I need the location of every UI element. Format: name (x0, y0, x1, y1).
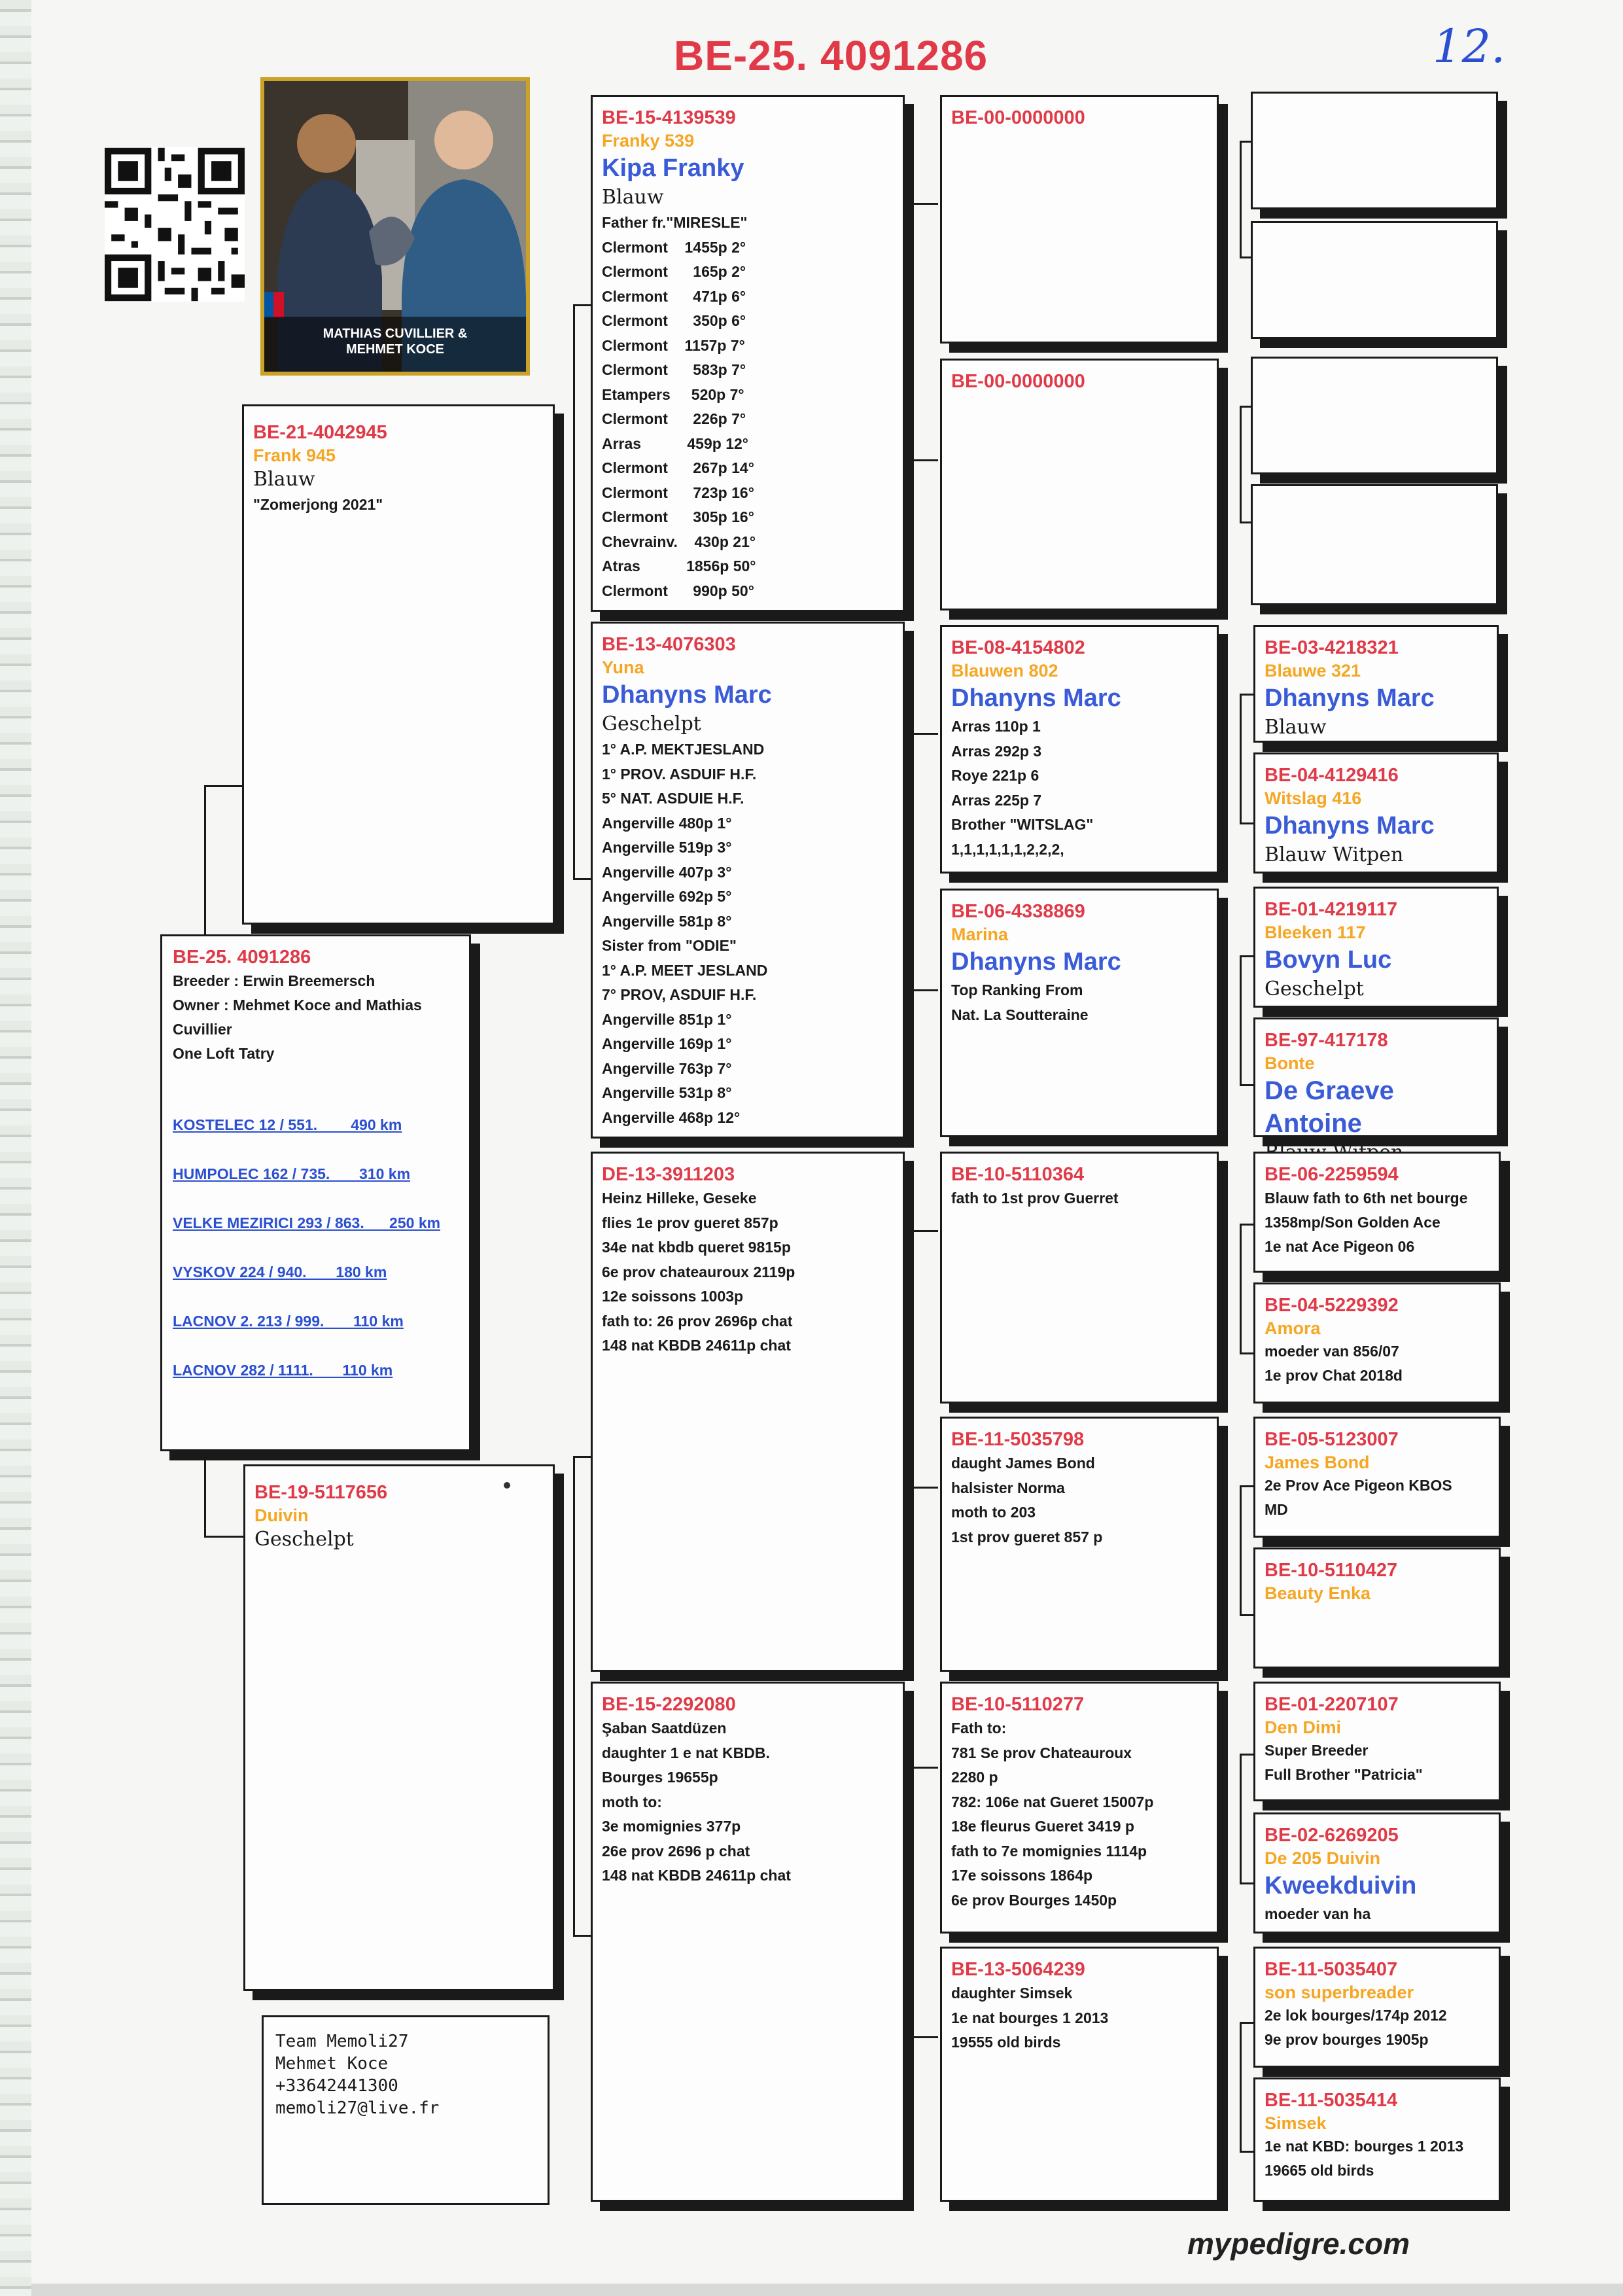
gg-grandparent-card-11[interactable] (1253, 1417, 1501, 1538)
gg-grandparent-card-15[interactable] (1253, 1947, 1501, 2068)
gg-grandparent-card-12[interactable] (1253, 1547, 1501, 1669)
gg-grandparent-card-3[interactable] (1251, 357, 1498, 474)
gp3-line: 6e prov chateauroux 2119p (602, 1263, 795, 1280)
h13-line: Super Breeder (1265, 1742, 1369, 1759)
h10-line: 1e prov Chat 2018d (1265, 1367, 1403, 1384)
gp1-owner: Kipa Franky (602, 154, 744, 182)
h11-line: 2e Prov Ace Pigeon KBOS (1265, 1477, 1452, 1494)
g5-ring: BE-10-5110364 (951, 1164, 1085, 1185)
gp1-line: Clermont 267p 14° (602, 459, 754, 476)
great-grandparent-card-7[interactable] (940, 1682, 1219, 1934)
connector (1240, 1224, 1254, 1354)
gp4-line: 148 nat KBDB 24611p chat (602, 1867, 791, 1884)
contact-card (262, 2015, 550, 2205)
h14-owner: Kweekduivin (1265, 1872, 1417, 1899)
connector (1240, 694, 1254, 824)
gp3-ring: DE-13-3911203 (602, 1164, 735, 1185)
gp3-line: fath to: 26 prov 2696p chat (602, 1312, 793, 1330)
g6-line: halsister Norma (951, 1479, 1065, 1496)
h10-name: Amora (1265, 1318, 1321, 1338)
gp2-line: 1° A.P. MEET JESLAND (602, 961, 768, 979)
g3-line: Brother "WITSLAG" (951, 816, 1094, 833)
qr-code-icon[interactable] (105, 147, 245, 302)
gg-grandparent-card-14[interactable] (1253, 1812, 1501, 1934)
gp4-line: daughter 1 e nat KBDB. (602, 1744, 770, 1761)
g6-ring: BE-11-5035798 (951, 1429, 1085, 1450)
gp3-line: 12e soissons 1003p (602, 1288, 744, 1305)
h7-owner: Bovyn Luc (1265, 946, 1392, 974)
h14-line: moeder van ha (1265, 1905, 1371, 1922)
gg-grandparent-card-16[interactable] (1253, 2077, 1501, 2202)
gg-grandparent-card-5[interactable] (1253, 625, 1499, 743)
h16-line: 19665 old birds (1265, 2162, 1374, 2179)
subject-line: Breeder : Erwin Breemersch (173, 972, 375, 989)
h15-ring: BE-11-5035407 (1265, 1959, 1398, 1980)
gp2-line: Angerville 468p 12° (602, 1108, 741, 1126)
g6-line: 1st prov gueret 857 p (951, 1528, 1103, 1545)
gp2-line: Angerville 531p 8° (602, 1084, 732, 1101)
gp3-line: Heinz Hilleke, Geseke (602, 1190, 757, 1207)
subject-line: Owner : Mehmet Koce and Mathias (173, 997, 422, 1014)
gp2-line: Sister from "ODIE" (602, 937, 737, 954)
g7-ring: BE-10-5110277 (951, 1694, 1085, 1715)
contact-team: Team Memoli27 (275, 2032, 409, 2051)
spiral-binding (0, 0, 31, 2296)
g3-owner: Dhanyns Marc (951, 684, 1121, 712)
gp2-name: Yuna (602, 658, 644, 677)
connector (1240, 1485, 1254, 1616)
h7-ring: BE-01-4219117 (1265, 899, 1398, 920)
h15-name: son superbreader (1265, 1983, 1414, 2002)
g3-name: Blauwen 802 (951, 661, 1058, 680)
photo-caption-line2: MEHMET KOCE (346, 342, 444, 357)
gp2-color: Geschelpt (602, 713, 701, 735)
g8-ring: BE-13-5064239 (951, 1959, 1085, 1980)
g4-line: Top Ranking From (951, 981, 1083, 998)
h14-ring: BE-02-6269205 (1265, 1825, 1399, 1846)
connector (573, 1456, 593, 1937)
gp2-line: Angerville 480p 1° (602, 814, 732, 832)
gp2-owner: Dhanyns Marc (602, 681, 772, 709)
g4-owner: Dhanyns Marc (951, 948, 1121, 976)
gg-grandparent-card-2[interactable] (1251, 221, 1498, 339)
great-grandparent-card-1[interactable] (940, 95, 1219, 344)
gp3-line: 148 nat KBDB 24611p chat (602, 1337, 791, 1354)
dam-card[interactable] (243, 1464, 555, 1991)
gp4-line: moth to: (602, 1793, 662, 1810)
gp1-line: Clermont 226p 7° (602, 410, 746, 427)
sire-card[interactable] (242, 404, 555, 925)
gg-grandparent-card-8[interactable] (1253, 1017, 1499, 1137)
gp2-ring: BE-13-4076303 (602, 634, 736, 655)
gp3-line: flies 1e prov gueret 857p (602, 1214, 778, 1231)
gp2-line: Angerville 581p 8° (602, 912, 732, 930)
h9-line: 1358mp/Son Golden Ace (1265, 1214, 1440, 1231)
great-grandparent-card-5[interactable] (940, 1152, 1219, 1404)
result-link[interactable]: LACNOV 2. 213 / 999. 110 km (173, 1313, 404, 1330)
gp1-line: Chevrainv. 430p 21° (602, 533, 756, 550)
gp4-line: 26e prov 2696 p chat (602, 1842, 750, 1860)
footer-logo[interactable]: mypedigre.com (1187, 2227, 1410, 2261)
gp2-line: 5° NAT. ASDUIE H.F. (602, 790, 744, 807)
g7-line: 6e prov Bourges 1450p (951, 1891, 1117, 1909)
g6-line: moth to 203 (951, 1504, 1036, 1521)
connector (909, 1767, 938, 2038)
g4-line: Nat. La Soutteraine (951, 1006, 1089, 1023)
gp1-line: Clermont 165p 2° (602, 263, 746, 280)
dam-ring: BE-19-5117656 (254, 1482, 388, 1503)
g7-line: Fath to: (951, 1720, 1007, 1737)
gp2-line: Angerville 169p 1° (602, 1035, 732, 1052)
connector (1240, 955, 1254, 1086)
result-link[interactable]: LACNOV 282 / 1111. 110 km (173, 1362, 393, 1379)
h12-name: Beauty Enka (1265, 1583, 1371, 1603)
g8-line: daughter Simsek (951, 1985, 1073, 2002)
connector (909, 203, 938, 461)
page-number: 12. (1433, 20, 1506, 73)
connector (909, 733, 938, 991)
gp2-line: Angerville 692p 5° (602, 888, 732, 905)
h6-owner: Dhanyns Marc (1265, 812, 1435, 839)
gp4-line: Bourges 19655p (602, 1769, 718, 1786)
h15-line: 9e prov bourges 1905p (1265, 2031, 1429, 2048)
contact-email[interactable]: memoli27@live.fr (275, 2098, 440, 2118)
grandparent-card-3[interactable] (591, 1152, 905, 1672)
gg-grandparent-card-4[interactable] (1251, 484, 1498, 605)
h9-line: 1e nat Ace Pigeon 06 (1265, 1238, 1415, 1255)
h5-ring: BE-03-4218321 (1265, 637, 1399, 658)
owners-photo (260, 77, 530, 376)
gp1-line: Clermont 305p 16° (602, 508, 754, 525)
gg-grandparent-card-13[interactable] (1253, 1682, 1501, 1801)
gp2-line: Angerville 519p 3° (602, 839, 732, 856)
h6-name: Witslag 416 (1265, 788, 1362, 808)
gg-grandparent-card-10[interactable] (1253, 1282, 1501, 1404)
subject-card[interactable] (160, 934, 471, 1451)
result-link[interactable]: VYSKOV 224 / 940. 180 km (173, 1263, 387, 1280)
g5-line: fath to 1st prov Guerret (951, 1190, 1119, 1207)
h6-ring: BE-04-4129416 (1265, 765, 1399, 786)
gp1-line: Clermont 1157p 7° (602, 336, 745, 354)
h8-name: Bonte (1265, 1053, 1315, 1073)
connector (1240, 2022, 1254, 2153)
gg-grandparent-card-1[interactable] (1251, 92, 1498, 209)
h5-color: Blauw (1265, 716, 1327, 739)
g4-ring: BE-06-4338869 (951, 901, 1085, 922)
subject-line: Cuvillier (173, 1021, 232, 1038)
gp4-line: 3e momignies 377p (602, 1818, 741, 1835)
h9-ring: BE-06-2259594 (1265, 1164, 1399, 1185)
result-link[interactable]: HUMPOLEC 162 / 735. 310 km (173, 1165, 411, 1182)
gp1-line: Etampers 520p 7° (602, 385, 744, 403)
gp2-line: 7° PROV, ASDUIF H.F. (602, 986, 757, 1003)
result-link[interactable]: VELKE MEZIRICI 293 / 863. 250 km (173, 1214, 441, 1231)
h6-color: Blauw Witpen (1265, 843, 1404, 866)
gp1-line: Clermont 990p 50° (602, 582, 754, 599)
connector (1240, 1754, 1254, 1884)
g7-line: 782: 106e nat Gueret 15007p (951, 1793, 1154, 1810)
bottom-edge (31, 2284, 1623, 2296)
subject-line: One Loft Tatry (173, 1045, 275, 1062)
gp1-line: Father fr."MIRESLE" (602, 214, 748, 231)
h10-line: moeder van 856/07 (1265, 1343, 1399, 1360)
sire-note: "Zomerjong 2021" (253, 496, 383, 513)
g7-line: 2280 p (951, 1769, 998, 1786)
gg-grandparent-card-6[interactable] (1253, 752, 1499, 874)
h16-name: Simsek (1265, 2113, 1327, 2133)
great-grandparent-card-6[interactable] (940, 1417, 1219, 1672)
g2-ring: BE-00-0000000 (951, 371, 1085, 392)
grandparent-card-2[interactable] (591, 622, 905, 1139)
h5-name: Blauwe 321 (1265, 661, 1361, 680)
sire-ring: BE-21-4042945 (253, 422, 387, 443)
connector (573, 304, 593, 880)
gp2-line: Angerville 851p 1° (602, 1010, 732, 1028)
g3-line: Arras 225p 7 (951, 791, 1042, 809)
gp1-line: Clermont 1455p 2° (602, 238, 746, 256)
gp4-line: Şaban Saatdüzen (602, 1720, 727, 1737)
g7-line: 18e fleurus Gueret 3419 p (951, 1818, 1134, 1835)
gg-grandparent-card-7[interactable] (1253, 887, 1499, 1008)
sire-name: Frank 945 (253, 446, 336, 465)
h11-ring: BE-05-5123007 (1265, 1429, 1399, 1450)
gp1-color: Blauw (602, 186, 664, 209)
photo-caption-line1: MATHIAS CUVILLIER & (323, 327, 468, 341)
g7-line: 781 Se prov Chateauroux (951, 1744, 1132, 1761)
gp1-name: Franky 539 (602, 131, 695, 150)
g6-line: daught James Bond (951, 1455, 1095, 1472)
gp4-ring: BE-15-2292080 (602, 1694, 736, 1715)
gp1-line: Clermont 723p 16° (602, 484, 754, 501)
h10-ring: BE-04-5229392 (1265, 1295, 1399, 1316)
gp2-line: Angerville 763p 7° (602, 1059, 732, 1077)
grandparent-card-4[interactable] (591, 1682, 905, 2202)
h15-line: 2e lok bourges/174p 2012 (1265, 2007, 1447, 2024)
g4-name: Marina (951, 925, 1009, 944)
gp1-line: Clermont 471p 6° (602, 287, 746, 305)
contact-name: Mehmet Koce (275, 2054, 389, 2074)
g3-line: 1,1,1,1,1,1,2,2,2, (951, 840, 1064, 858)
gp1-line: Clermont 350p 6° (602, 312, 746, 329)
gp3-line: 34e nat kbdb queret 9815p (602, 1239, 791, 1256)
dam-name: Duivin (254, 1506, 309, 1525)
h16-ring: BE-11-5035414 (1265, 2090, 1398, 2111)
contact-phone[interactable]: +33642441300 (275, 2076, 398, 2096)
g7-line: 17e soissons 1864p (951, 1867, 1093, 1884)
g3-ring: BE-08-4154802 (951, 637, 1085, 658)
gp1-line: Arras 459p 12° (602, 434, 748, 452)
h8-ring: BE-97-417178 (1265, 1030, 1388, 1051)
great-grandparent-card-2[interactable] (940, 359, 1219, 610)
h14-name: De 205 Duivin (1265, 1848, 1381, 1868)
h11-name: James Bond (1265, 1453, 1370, 1472)
g3-line: Arras 292p 3 (951, 742, 1042, 760)
gp2-line: Angerville 407p 3° (602, 863, 732, 881)
h7-name: Bleeken 117 (1265, 923, 1366, 942)
connector (909, 1230, 938, 1489)
h5-owner: Dhanyns Marc (1265, 684, 1435, 712)
gp1-line: Clermont 583p 7° (602, 361, 746, 378)
gp1-ring: BE-15-4139539 (602, 107, 736, 128)
g8-line: 1e nat bourges 1 2013 (951, 2009, 1109, 2026)
h9-line: Blauw fath to 6th net bourge (1265, 1190, 1468, 1207)
result-link[interactable]: KOSTELEC 12 / 551. 490 km (173, 1116, 402, 1133)
g1-ring: BE-00-0000000 (951, 107, 1085, 128)
g3-line: Arras 110p 1 (951, 718, 1041, 735)
h13-ring: BE-01-2207107 (1265, 1694, 1399, 1715)
h8-owner: De Graeve Antoine (1265, 1076, 1394, 1138)
great-grandparent-card-4[interactable] (940, 889, 1219, 1137)
gp2-line: 1° PROV. ASDUIF H.F. (602, 765, 757, 783)
sire-color: Blauw (253, 468, 315, 491)
h16-line: 1e nat KBD: bourges 1 2013 (1265, 2138, 1464, 2155)
subject-ring: BE-25. 4091286 (173, 947, 311, 968)
page-title: BE-25. 4091286 (674, 32, 988, 79)
h7-color: Geschelpt (1265, 978, 1364, 1000)
h11-line: MD (1265, 1501, 1288, 1518)
dam-color: Geschelpt (254, 1528, 354, 1551)
g8-line: 19555 old birds (951, 2034, 1061, 2051)
g7-line: fath to 7e momignies 1114p (951, 1842, 1147, 1860)
g3-line: Roye 221p 6 (951, 767, 1039, 784)
gp1-line: Atras 1856p 50° (602, 557, 756, 574)
h13-name: Den Dimi (1265, 1718, 1342, 1737)
gg-grandparent-card-9[interactable] (1253, 1152, 1501, 1273)
speck (504, 1482, 510, 1489)
great-grandparent-card-3[interactable] (940, 625, 1219, 874)
great-grandparent-card-8[interactable] (940, 1947, 1219, 2202)
h13-line: Full Brother "Patricia" (1265, 1766, 1423, 1783)
gp2-line: 1° A.P. MEKTJESLAND (602, 741, 765, 758)
grandparent-card-1[interactable] (591, 95, 905, 612)
h12-ring: BE-10-5110427 (1265, 1560, 1398, 1581)
